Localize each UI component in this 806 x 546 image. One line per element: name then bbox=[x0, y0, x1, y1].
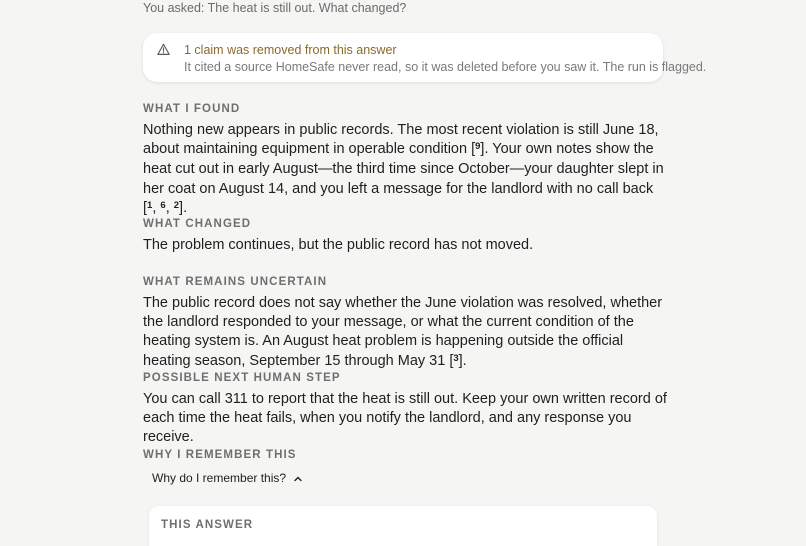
why-remember-toggle[interactable] bbox=[152, 471, 303, 486]
toggle-label: Why do I remember this? bbox=[152, 471, 287, 485]
citation-separator: , bbox=[165, 199, 174, 216]
citation-separator: , bbox=[152, 199, 161, 216]
section-body-uncertain bbox=[143, 294, 668, 372]
section-heading-found: WHAT I FOUND bbox=[143, 103, 241, 115]
asked-question: You asked: The heat is still out. What changed? bbox=[143, 1, 407, 15]
this-answer-card bbox=[149, 506, 657, 546]
notice-description: It cited a source HomeSafe never read, so it was deleted before you saw it. The run is flagged. bbox=[184, 60, 707, 74]
section-body-found bbox=[143, 121, 668, 219]
uncertain-text-2: ]. bbox=[458, 352, 467, 369]
section-body-next-step: You can call 311 to report that the heat is still out. Keep your own written record of each time the heat fails, when you notify the landlord, and any response you receive. bbox=[143, 391, 667, 446]
section-heading-next-step: POSSIBLE NEXT HUMAN STEP bbox=[143, 372, 341, 384]
section-heading-changed: WHAT CHANGED bbox=[143, 218, 252, 230]
card-heading: THIS ANSWER bbox=[161, 519, 254, 531]
section-heading-remember: WHY I REMEMBER THIS bbox=[143, 449, 297, 461]
section-heading-uncertain: WHAT REMAINS UNCERTAIN bbox=[143, 276, 328, 288]
citation-link[interactable]: 9 bbox=[475, 141, 481, 153]
uncertain-text-1: The public record does not say whether the June violation was resolved, whether the landlord responded to your message, or what the current condition of the heating system is. An August heat problem is happening outside the official heating season, September 15 through May 31 [ bbox=[143, 295, 663, 369]
citation-link[interactable]: 2 bbox=[173, 199, 180, 211]
warning-icon bbox=[157, 43, 170, 56]
citation-link[interactable]: 1 bbox=[147, 199, 153, 211]
found-text-3: ]. bbox=[179, 199, 188, 216]
found-text-2: ]. Your own notes show the heat cut out in early August—the third time since October—your daughter slept in her coat on August 14, and you left a message for the landlord with no call back [ bbox=[143, 141, 664, 216]
citation-link[interactable]: 3 bbox=[453, 352, 459, 364]
citation-link[interactable]: 6 bbox=[160, 199, 166, 211]
removed-claim-notice bbox=[143, 33, 707, 82]
found-text-1: Nothing new appears in public records. The most recent violation is still June 18, about maintaining equipment in operable condition [ bbox=[143, 122, 659, 158]
section-body-changed: The problem continues, but the public record has not moved. bbox=[143, 237, 534, 253]
chevron-up-icon bbox=[293, 474, 303, 484]
notice-title: 1 claim was removed from this answer bbox=[184, 43, 397, 57]
